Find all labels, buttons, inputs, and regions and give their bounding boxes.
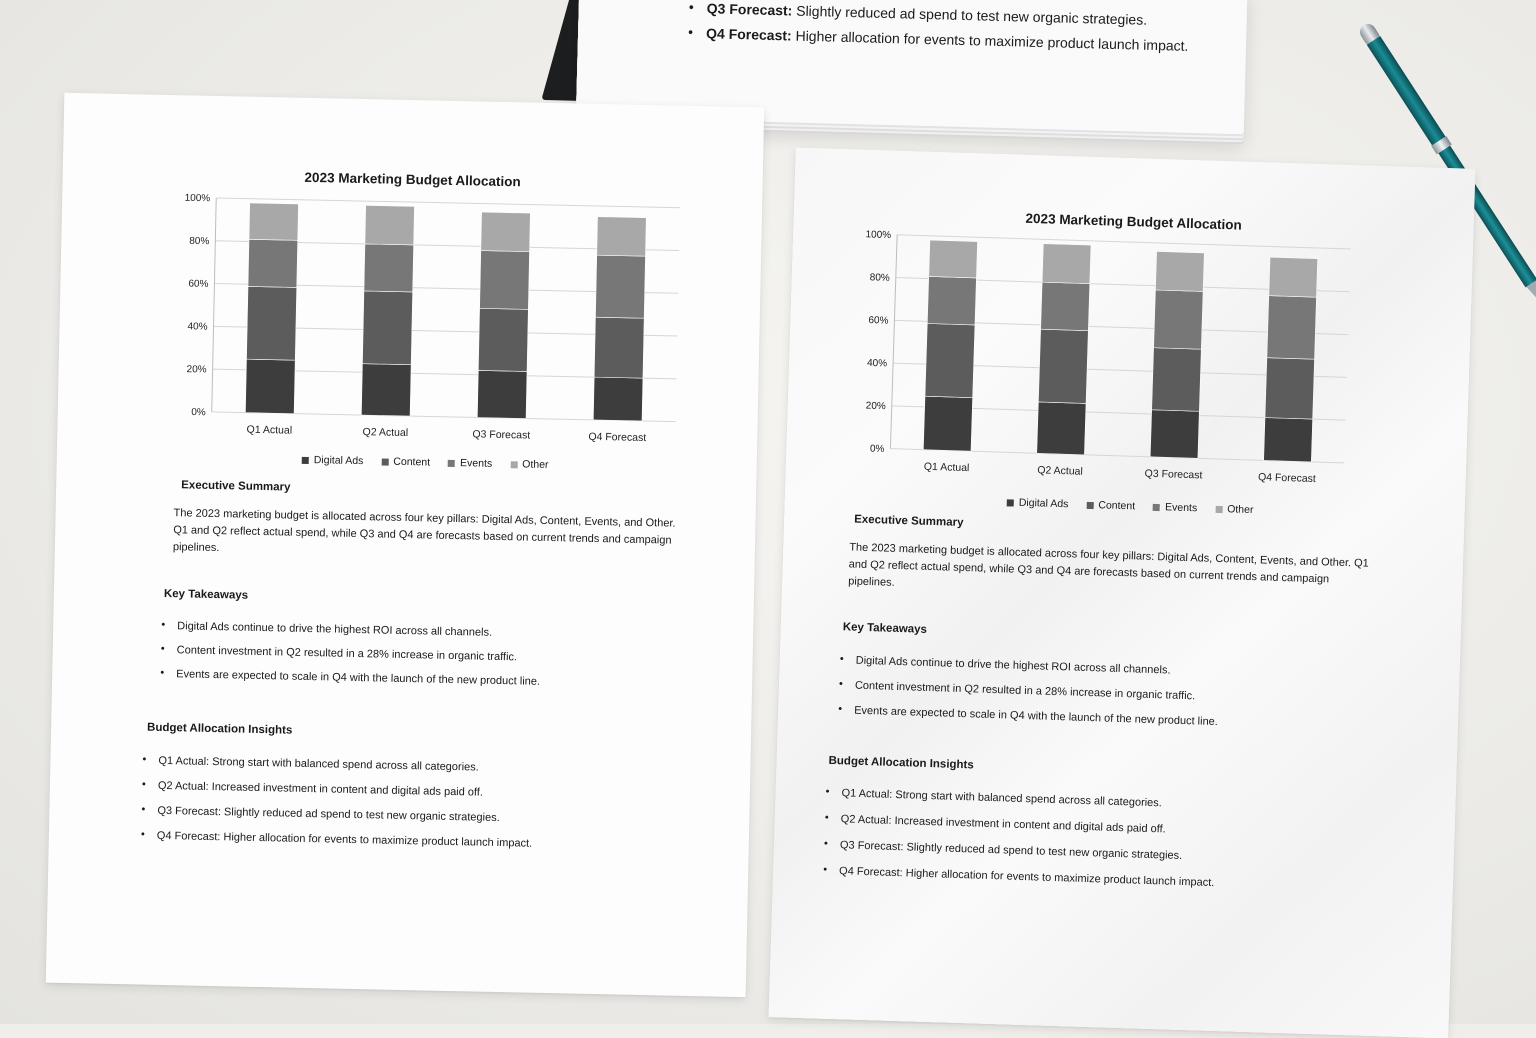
bar-segment <box>1152 348 1202 412</box>
legend-swatch <box>302 456 309 463</box>
legend-item <box>381 455 430 468</box>
y-tick-label: 40% <box>187 321 208 333</box>
bar-segment <box>925 323 975 397</box>
legend-item <box>510 458 549 471</box>
y-tick-label: 100% <box>184 192 211 205</box>
list-item: • Content investment in Q2 resulted in a 28% increase in organic traffic. <box>161 644 541 664</box>
legend-label: Content <box>393 455 431 469</box>
bar-segment <box>364 244 414 292</box>
y-tick-label: 20% <box>865 400 886 413</box>
bar-segment <box>594 317 644 378</box>
insights-list <box>140 755 533 863</box>
bar-segment <box>927 276 976 325</box>
legend-label: Other <box>522 458 549 471</box>
bar-segment <box>1042 244 1091 284</box>
y-tick-label: 60% <box>188 278 209 290</box>
insights-heading: Budget Allocation Insights <box>146 721 293 737</box>
chart-svg <box>853 228 1361 504</box>
bar-segment <box>362 291 412 365</box>
budget-chart <box>852 228 1361 534</box>
x-tick-label: Q1 Actual <box>923 460 970 475</box>
y-tick-label: 0% <box>869 443 885 455</box>
bar-segment <box>478 308 528 371</box>
binder-list-item: • Q4 Forecast: Higher allocation for events to maximize product launch impact. <box>688 25 1189 54</box>
budget-chart <box>174 191 690 492</box>
x-tick-label: Q3 Forecast <box>472 428 531 442</box>
bar-segment <box>1037 402 1086 455</box>
y-tick-label: 80% <box>189 235 210 248</box>
y-tick-label: 100% <box>865 229 892 242</box>
chart-svg <box>175 191 690 462</box>
key-takeaways-heading: Key Takeaways <box>842 621 928 636</box>
legend-swatch <box>510 461 517 468</box>
x-tick-label: Q4 Forecast <box>1257 471 1317 486</box>
list-item: • Events are expected to scale in Q4 with the launch of the new product line. <box>838 704 1218 728</box>
bar-segment <box>929 240 978 278</box>
y-tick-label: 20% <box>186 364 207 376</box>
bar-segment <box>593 377 643 421</box>
bar-segment <box>1155 251 1204 291</box>
bar-segment <box>248 239 298 287</box>
executive-summary-text: The 2023 marketing budget is allocated across four key pillars: Digital Ads, Content, Events, and Other. Q1 and Q2 reflect actual spend, while Q3 and Q4 are forecasts based on current trends and campaign pipelines. <box>172 507 676 555</box>
executive-summary-text: The 2023 marketing budget is allocated across four key pillars: Digital Ads, Content, Events, and Other. Q1 and Q2 reflect actual spend, while Q3 and Q4 are forecasts based on current trends and campaign pipelines. <box>848 541 1369 589</box>
binder-insights-list <box>688 0 1190 63</box>
chart-title: 2023 Marketing Budget Allocation <box>304 169 521 190</box>
y-axis-line <box>890 235 897 449</box>
bar-segment <box>365 205 415 245</box>
list-item: • Events are expected to scale in Q4 with the launch of the new product line. <box>160 668 540 688</box>
bar-segment <box>361 364 411 416</box>
legend-swatch <box>381 458 388 465</box>
list-item: • Digital Ads continue to drive the highest ROI across all channels. <box>840 654 1220 678</box>
insights-list <box>823 787 1217 903</box>
list-item: • Q1 Actual: Strong start with balanced spend across all categories. <box>142 755 534 775</box>
list-item: • Q4 Forecast: Higher allocation for events to maximize product launch impact. <box>141 830 533 850</box>
legend-item <box>448 457 492 470</box>
list-item: • Q4 Forecast: Higher allocation for events to maximize product launch impact. <box>823 865 1215 889</box>
legend-item <box>1086 499 1135 513</box>
legend-label: Digital Ads <box>313 454 364 468</box>
legend-label: Digital Ads <box>1018 496 1069 511</box>
y-tick-label: 60% <box>868 315 889 327</box>
x-tick-label: Q3 Forecast <box>1144 467 1203 482</box>
bar-segment <box>245 359 295 414</box>
legend-item <box>1153 501 1197 514</box>
report-page-right <box>769 148 1476 1038</box>
bar-segment <box>1038 329 1088 403</box>
bar-segment <box>597 217 647 257</box>
list-item: • Q3 Forecast: Slightly reduced ad spend to test new organic strategies. <box>824 839 1216 863</box>
chart-title: 2023 Marketing Budget Allocation <box>1025 210 1242 233</box>
executive-summary-heading: Executive Summary <box>181 479 291 494</box>
list-item: • Q3 Forecast: Slightly reduced ad spend to test new organic strategies. <box>141 805 533 825</box>
key-takeaways-heading: Key Takeaways <box>163 587 249 602</box>
legend-swatch <box>448 459 455 466</box>
y-tick-label: 40% <box>866 357 888 370</box>
report-page-left <box>46 93 764 997</box>
y-tick-label: 80% <box>869 272 890 284</box>
legend-item <box>1007 496 1069 510</box>
binder-list-item: • Q3 Forecast: Slightly reduced ad spend to test new organic strategies. <box>689 0 1190 29</box>
key-takeaways-list <box>160 620 541 700</box>
list-item: • Digital Ads continue to drive the highest ROI across all channels. <box>161 620 541 640</box>
bar-segment <box>246 286 296 360</box>
legend-item <box>302 454 364 467</box>
x-tick-label: Q2 Actual <box>362 426 409 440</box>
legend-swatch <box>1153 503 1160 510</box>
legend-label: Other <box>1226 503 1254 517</box>
bar-segment <box>1150 410 1199 459</box>
bar-segment <box>249 203 298 240</box>
x-tick-label: Q4 Forecast <box>588 430 647 445</box>
legend-item <box>1215 503 1254 516</box>
x-tick-label: Q2 Actual <box>1037 464 1083 478</box>
bar-segment <box>1154 290 1203 349</box>
bar-segment <box>1265 358 1315 419</box>
list-item: • Q2 Actual: Increased investment in content and digital ads paid off. <box>142 780 534 800</box>
bar-segment <box>1269 257 1318 297</box>
list-item: • Content investment in Q2 resulted in a 28% increase in organic traffic. <box>839 679 1219 703</box>
key-takeaways-list <box>838 654 1220 741</box>
executive-summary-heading: Executive Summary <box>853 513 964 529</box>
legend-swatch <box>1086 501 1093 508</box>
legend-label: Events <box>1164 501 1198 515</box>
bar-segment <box>480 251 530 310</box>
list-item: • Q1 Actual: Strong start with balanced spend across all categories. <box>825 787 1217 811</box>
bar-segment <box>481 212 531 252</box>
legend-swatch <box>1007 499 1014 506</box>
bar-segment <box>923 396 972 451</box>
list-item: • Q2 Actual: Increased investment in content and digital ads paid off. <box>825 813 1217 837</box>
bar-segment <box>1264 418 1313 462</box>
legend-label: Events <box>459 457 493 470</box>
bar-segment <box>477 370 527 418</box>
y-axis-line <box>212 198 216 412</box>
bar-segment <box>595 255 645 318</box>
bar-segment <box>1267 296 1317 360</box>
legend-label: Content <box>1098 499 1136 513</box>
legend-swatch <box>1215 505 1222 512</box>
y-tick-label: 0% <box>191 406 206 419</box>
bar-segment <box>1041 282 1090 331</box>
x-tick-label: Q1 Actual <box>246 423 293 437</box>
insights-heading: Budget Allocation Insights <box>828 754 974 772</box>
